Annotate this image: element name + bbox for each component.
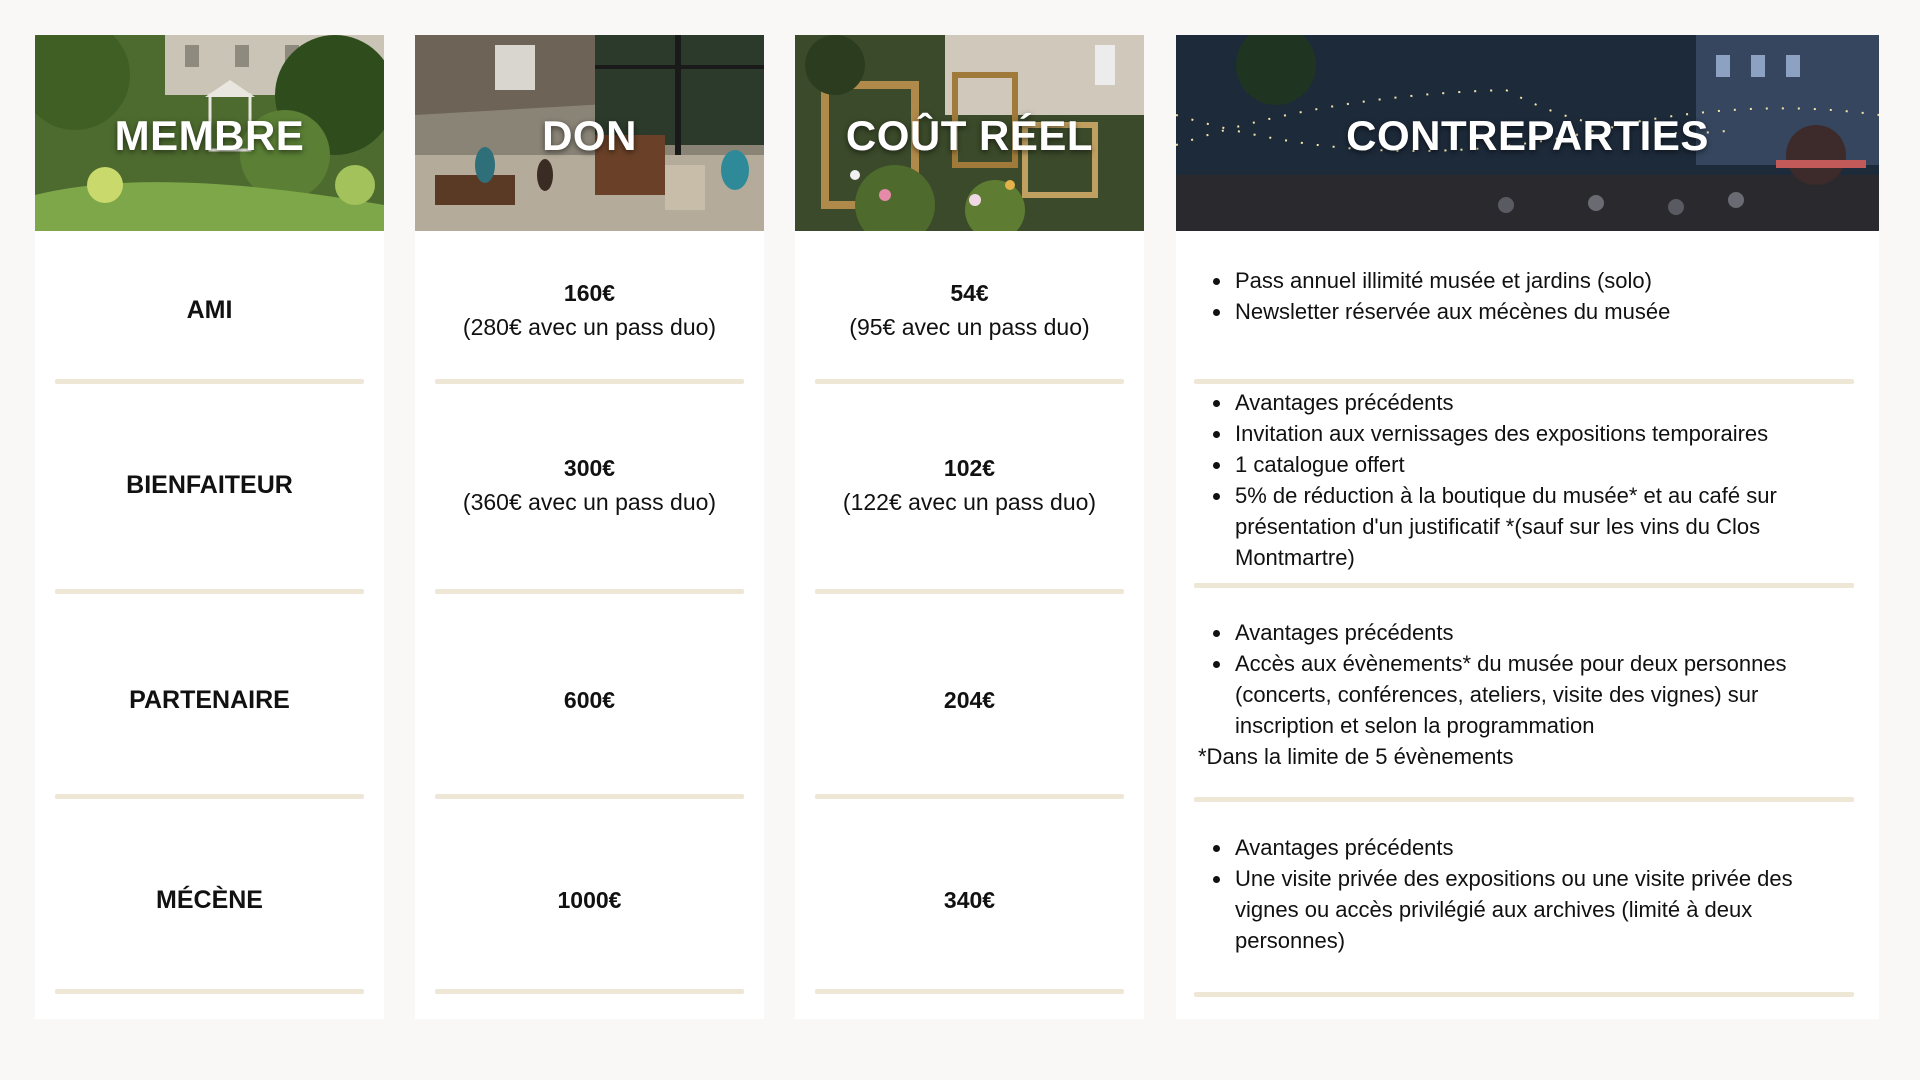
- row-divider: [1194, 797, 1854, 802]
- row-divider: [815, 794, 1124, 799]
- tier-name-mecene: MÉCÈNE: [156, 886, 263, 914]
- cout-header-title: COÛT RÉEL: [845, 112, 1094, 159]
- don-bienfaiteur-duo: (360€ avec un pass duo): [462, 489, 717, 515]
- don-mecene-amount: 1000€: [557, 887, 622, 913]
- don-mecene-cell: [415, 805, 764, 995]
- row-divider: [55, 989, 364, 994]
- cout-bienfaiteur-duo: (122€ avec un pass duo): [842, 489, 1097, 515]
- membre-header-image: [35, 35, 384, 231]
- don-column: [415, 35, 764, 1019]
- cout-ami-amount: 54€: [950, 280, 989, 306]
- don-ami-duo: (280€ avec un pass duo): [462, 314, 717, 340]
- row-divider: [1194, 379, 1854, 384]
- don-ami-cell: [415, 250, 764, 370]
- tier-name-ami: AMI: [186, 296, 233, 324]
- don-header-image: [415, 35, 764, 231]
- cout-mecene-amount: 340€: [943, 887, 996, 913]
- benefits-partenaire: [1176, 617, 1879, 772]
- don-partenaire-amount: 600€: [563, 687, 616, 713]
- membre-header-title: MEMBRE: [114, 112, 305, 159]
- cout-ami-cell: [795, 250, 1144, 370]
- don-bienfaiteur-cell: [415, 390, 764, 580]
- don-header-title: DON: [542, 112, 637, 159]
- benefit-item: • Une visite privée des expositions ou une visite privée des vignes ou accès privilégié aux archives (limité à deux personnes): [1233, 863, 1859, 956]
- benefit-item: • Avantages précédents: [1233, 832, 1859, 863]
- benefit-note: *Dans la limite de 5 évènements: [1198, 744, 1514, 769]
- benefit-item: • Invitation aux vernissages des expositions temporaires: [1233, 418, 1859, 449]
- row-divider: [55, 589, 364, 594]
- cout-column: [795, 35, 1144, 1019]
- membre-column: [35, 35, 384, 1019]
- benefit-item: • 5% de réduction à la boutique du musée* et au café sur présentation d'un justificatif *(sauf sur les vins du Clos Montmartre): [1233, 480, 1859, 573]
- row-divider: [1194, 583, 1854, 588]
- benefits-list: [1176, 832, 1879, 956]
- row-divider: [55, 794, 364, 799]
- row-divider: [435, 989, 744, 994]
- benefit-item: • Newsletter réservée aux mécènes du musée: [1233, 296, 1859, 327]
- tier-name-partenaire: PARTENAIRE: [129, 686, 290, 714]
- contreparties-header-title: CONTREPARTIES: [1346, 112, 1709, 159]
- benefit-item: • Avantages précédents: [1233, 617, 1859, 648]
- row-divider: [435, 589, 744, 594]
- benefits-list: [1176, 265, 1879, 327]
- row-divider: [55, 379, 364, 384]
- cout-partenaire-cell: [795, 600, 1144, 800]
- benefits-list: [1176, 617, 1879, 741]
- cout-header-image: [795, 35, 1144, 231]
- cout-partenaire-amount: 204€: [943, 687, 996, 713]
- don-partenaire-cell: [415, 600, 764, 800]
- benefits-ami: [1176, 265, 1879, 327]
- row-divider: [815, 379, 1124, 384]
- benefits-mecene: [1176, 832, 1879, 956]
- row-divider: [435, 794, 744, 799]
- benefit-item: • Accès aux évènements* du musée pour deux personnes (concerts, conférences, ateliers, visite des vignes) sur inscription et selon la programmation: [1233, 648, 1859, 741]
- cout-bienfaiteur-amount: 102€: [943, 455, 996, 481]
- contreparties-column: [1176, 35, 1879, 1019]
- tier-name-bienfaiteur: BIENFAITEUR: [126, 471, 293, 499]
- row-divider: [435, 379, 744, 384]
- row-divider: [815, 989, 1124, 994]
- benefits-bienfaiteur: [1176, 387, 1879, 573]
- benefit-item: • Avantages précédents: [1233, 387, 1859, 418]
- benefit-item: • Pass annuel illimité musée et jardins (solo): [1233, 265, 1859, 296]
- benefits-list: [1176, 387, 1879, 573]
- don-bienfaiteur-amount: 300€: [563, 455, 616, 481]
- don-ami-amount: 160€: [563, 280, 616, 306]
- cout-mecene-cell: [795, 805, 1144, 995]
- row-divider: [1194, 992, 1854, 997]
- contreparties-header-image: [1176, 35, 1879, 231]
- cout-ami-duo: (95€ avec un pass duo): [849, 314, 1090, 340]
- cout-bienfaiteur-cell: [795, 390, 1144, 580]
- benefit-item: • 1 catalogue offert: [1233, 449, 1859, 480]
- row-divider: [815, 589, 1124, 594]
